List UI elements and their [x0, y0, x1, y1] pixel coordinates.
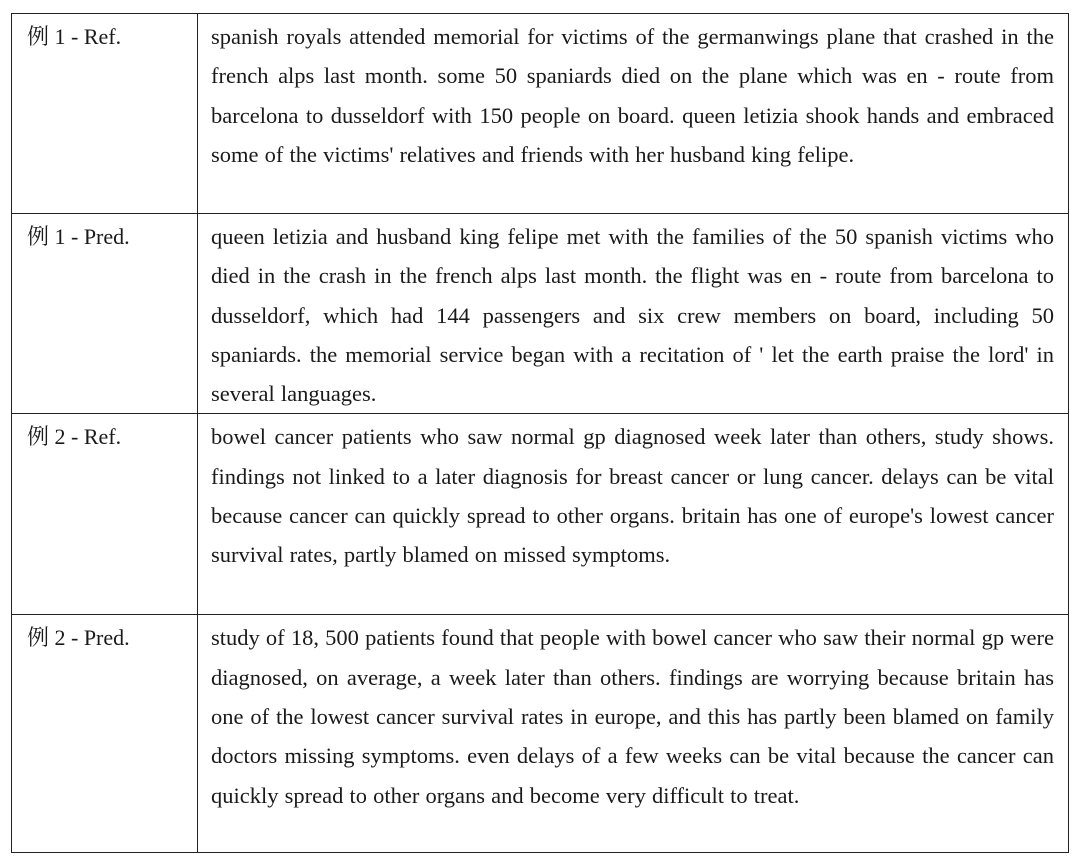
row-label: 例 2 - Ref. — [12, 414, 198, 615]
row-label: 例 1 - Pred. — [12, 214, 198, 414]
table-row — [12, 615, 1069, 853]
row-text: bowel cancer patients who saw normal gp diagnosed week later than others, study shows. findings not linked to a later diagnosis for breast cancer or lung cancer. delays can be vital because cancer can quickly spread to other organs. britain has one of europe's lowest cancer survival rates, partly blamed on missed symptoms. — [198, 414, 1069, 615]
summary-comparison-table — [11, 13, 1069, 853]
row-text: queen letizia and husband king felipe met with the families of the 50 spanish victims who died in the crash in the french alps last month. the flight was en - route from barcelona to dusseldorf, which had 144 passengers and six crew members on board, including 50 spaniards. the memorial service began with a recitation of ' let the earth praise the lord' in several languages. — [198, 214, 1069, 414]
row-label: 例 2 - Pred. — [12, 615, 198, 853]
row-text: study of 18, 500 patients found that people with bowel cancer who saw their normal gp were diagnosed, on average, a week later than others. findings are worrying because britain has one of the lowest cancer survival rates in europe, and this has partly been blamed on family doctors missing symptoms. even delays of a few weeks can be vital because the cancer can quickly spread to other organs and become very difficult to treat. — [198, 615, 1069, 853]
table-row — [12, 14, 1069, 214]
row-label: 例 1 - Ref. — [12, 14, 198, 214]
table-row — [12, 214, 1069, 414]
row-text: spanish royals attended memorial for victims of the germanwings plane that crashed in the french alps last month. some 50 spaniards died on the plane which was en - route from barcelona to dusseldorf with 150 people on board. queen letizia shook hands and embraced some of the victims' relatives and friends with her husband king felipe. — [198, 14, 1069, 214]
table-row — [12, 414, 1069, 615]
